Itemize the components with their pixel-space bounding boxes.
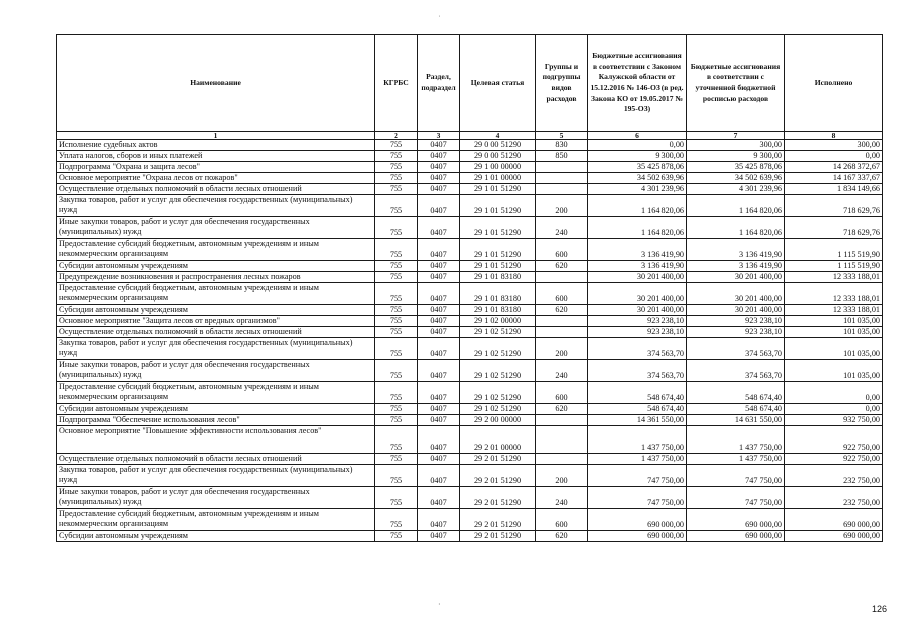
cell-target: 29 0 00 51290 <box>460 140 536 151</box>
cell-name: Закупка товаров, работ и услуг для обеспечения государственных (муниципальных) нужд <box>57 195 375 217</box>
table-row <box>57 426 883 454</box>
cell-section: 0407 <box>418 338 460 360</box>
cell-target: 29 1 02 51290 <box>460 404 536 415</box>
cell-executed: 0,00 <box>785 382 883 404</box>
cell-section: 0407 <box>418 173 460 184</box>
cell-section: 0407 <box>418 272 460 283</box>
table-row <box>57 415 883 426</box>
cell-refined: 1 164 820,06 <box>687 217 785 239</box>
cell-kgrbs: 755 <box>375 454 418 465</box>
cell-group: 600 <box>536 283 588 305</box>
column-number: 6 <box>588 132 687 140</box>
cell-executed: 300,00 <box>785 140 883 151</box>
cell-refined: 14 631 550,00 <box>687 415 785 426</box>
cell-section: 0407 <box>418 382 460 404</box>
cell-kgrbs: 755 <box>375 162 418 173</box>
cell-group <box>536 316 588 327</box>
cell-refined: 9 300,00 <box>687 151 785 162</box>
cell-section: 0407 <box>418 184 460 195</box>
cell-law: 30 201 400,00 <box>588 283 687 305</box>
cell-executed: 1 115 519,90 <box>785 239 883 261</box>
cell-kgrbs: 755 <box>375 465 418 487</box>
cell-kgrbs: 755 <box>375 360 418 382</box>
cell-group: 600 <box>536 509 588 531</box>
cell-kgrbs: 755 <box>375 327 418 338</box>
table-row <box>57 454 883 465</box>
cell-group: 200 <box>536 465 588 487</box>
cell-refined: 374 563,70 <box>687 338 785 360</box>
cell-law: 3 136 419,90 <box>588 261 687 272</box>
cell-kgrbs: 755 <box>375 338 418 360</box>
cell-target: 29 2 01 51290 <box>460 465 536 487</box>
cell-kgrbs: 755 <box>375 272 418 283</box>
cell-executed: 12 333 188,01 <box>785 305 883 316</box>
cell-law: 1 437 750,00 <box>588 454 687 465</box>
cell-target: 29 1 02 51290 <box>460 360 536 382</box>
cell-group: 620 <box>536 305 588 316</box>
cell-executed: 690 000,00 <box>785 531 883 542</box>
cell-executed: 0,00 <box>785 151 883 162</box>
cell-group: 850 <box>536 151 588 162</box>
cell-target: 29 2 01 00000 <box>460 426 536 454</box>
cell-section: 0407 <box>418 261 460 272</box>
cell-kgrbs: 755 <box>375 184 418 195</box>
cell-executed: 101 035,00 <box>785 338 883 360</box>
cell-target: 29 2 01 51290 <box>460 454 536 465</box>
cell-target: 29 2 01 51290 <box>460 509 536 531</box>
cell-target: 29 1 01 83180 <box>460 272 536 283</box>
cell-executed: 0,00 <box>785 404 883 415</box>
cell-law: 0,00 <box>588 140 687 151</box>
cell-executed: 12 333 188,01 <box>785 283 883 305</box>
cell-group: 200 <box>536 338 588 360</box>
cell-group <box>536 426 588 454</box>
cell-name: Предоставление субсидий бюджетным, автономным учреждениям и иным некоммерческим организациям <box>57 239 375 261</box>
cell-executed: 718 629,76 <box>785 217 883 239</box>
cell-executed: 12 333 188,01 <box>785 272 883 283</box>
cell-target: 29 2 01 51290 <box>460 531 536 542</box>
cell-name: Уплата налогов, сборов и иных платежей <box>57 151 375 162</box>
cell-name: Иные закупки товаров, работ и услуг для обеспечения государственных (муниципальных) нужд <box>57 217 375 239</box>
cell-refined: 3 136 419,90 <box>687 239 785 261</box>
cell-refined: 548 674,40 <box>687 382 785 404</box>
cell-name: Субсидии автономным учреждениям <box>57 404 375 415</box>
header-section: Раздел, подраздел <box>418 35 460 132</box>
cell-executed: 922 750,00 <box>785 454 883 465</box>
cell-name: Иные закупки товаров, работ и услуг для обеспечения государственных (муниципальных) нужд <box>57 360 375 382</box>
cell-group: 830 <box>536 140 588 151</box>
cell-name: Осуществление отдельных полномочий в области лесных отношений <box>57 184 375 195</box>
cell-law: 1 164 820,06 <box>588 217 687 239</box>
cell-refined: 747 750,00 <box>687 465 785 487</box>
cell-name: Иные закупки товаров, работ и услуг для обеспечения государственных (муниципальных) нужд <box>57 487 375 509</box>
cell-law: 923 238,10 <box>588 327 687 338</box>
table-row <box>57 509 883 531</box>
header-target: Целевая статья <box>460 35 536 132</box>
cell-executed: 101 035,00 <box>785 327 883 338</box>
table-row <box>57 162 883 173</box>
header-name: Наименование <box>57 35 375 132</box>
cell-kgrbs: 755 <box>375 316 418 327</box>
cell-section: 0407 <box>418 195 460 217</box>
cell-group <box>536 327 588 338</box>
cell-section: 0407 <box>418 531 460 542</box>
cell-law: 923 238,10 <box>588 316 687 327</box>
table-row <box>57 465 883 487</box>
budget-table <box>56 34 883 542</box>
cell-name: Подпрограмма "Обеспечение использования лесов" <box>57 415 375 426</box>
column-number: 8 <box>785 132 883 140</box>
cell-law: 14 361 550,00 <box>588 415 687 426</box>
table-row <box>57 184 883 195</box>
table-row <box>57 217 883 239</box>
cell-section: 0407 <box>418 305 460 316</box>
cell-kgrbs: 755 <box>375 305 418 316</box>
cell-group: 240 <box>536 360 588 382</box>
cell-section: 0407 <box>418 283 460 305</box>
cell-refined: 30 201 400,00 <box>687 272 785 283</box>
cell-name: Исполнение судебных актов <box>57 140 375 151</box>
cell-kgrbs: 755 <box>375 261 418 272</box>
cell-name: Субсидии автономным учреждениям <box>57 531 375 542</box>
cell-target: 29 1 01 51290 <box>460 184 536 195</box>
scan-speck: · <box>438 600 441 609</box>
cell-section: 0407 <box>418 316 460 327</box>
cell-group <box>536 272 588 283</box>
cell-target: 29 2 01 51290 <box>460 487 536 509</box>
cell-refined: 4 301 239,96 <box>687 184 785 195</box>
table-row <box>57 531 883 542</box>
cell-name: Предоставление субсидий бюджетным, автономным учреждениям и иным некоммерческим организациям <box>57 283 375 305</box>
table-row <box>57 404 883 415</box>
column-number: 2 <box>375 132 418 140</box>
table-row <box>57 316 883 327</box>
column-number: 7 <box>687 132 785 140</box>
cell-kgrbs: 755 <box>375 426 418 454</box>
cell-law: 3 136 419,90 <box>588 239 687 261</box>
cell-law: 690 000,00 <box>588 509 687 531</box>
cell-kgrbs: 755 <box>375 487 418 509</box>
cell-group <box>536 415 588 426</box>
cell-kgrbs: 755 <box>375 531 418 542</box>
cell-refined: 1 164 820,06 <box>687 195 785 217</box>
page-number: 126 <box>871 604 887 614</box>
cell-name: Осуществление отдельных полномочий в области лесных отношений <box>57 454 375 465</box>
cell-target: 29 1 01 00000 <box>460 173 536 184</box>
cell-kgrbs: 755 <box>375 404 418 415</box>
table-row <box>57 338 883 360</box>
cell-kgrbs: 755 <box>375 509 418 531</box>
cell-executed: 922 750,00 <box>785 426 883 454</box>
cell-target: 29 1 01 51290 <box>460 261 536 272</box>
cell-law: 1 164 820,06 <box>588 195 687 217</box>
cell-group: 200 <box>536 195 588 217</box>
cell-section: 0407 <box>418 327 460 338</box>
column-numbers-row <box>57 132 883 140</box>
cell-target: 29 2 00 00000 <box>460 415 536 426</box>
cell-section: 0407 <box>418 454 460 465</box>
cell-executed: 101 035,00 <box>785 316 883 327</box>
table-row <box>57 360 883 382</box>
cell-target: 29 1 00 00000 <box>460 162 536 173</box>
cell-group: 600 <box>536 239 588 261</box>
cell-law: 30 201 400,00 <box>588 305 687 316</box>
scan-speck: ˙ <box>438 14 441 23</box>
cell-refined: 300,00 <box>687 140 785 151</box>
cell-law: 1 437 750,00 <box>588 426 687 454</box>
cell-refined: 923 238,10 <box>687 327 785 338</box>
cell-target: 29 1 01 51290 <box>460 195 536 217</box>
cell-executed: 1 115 519,90 <box>785 261 883 272</box>
cell-kgrbs: 755 <box>375 382 418 404</box>
budget-sheet <box>56 34 882 542</box>
cell-target: 29 0 00 51290 <box>460 151 536 162</box>
cell-law: 9 300,00 <box>588 151 687 162</box>
cell-section: 0407 <box>418 509 460 531</box>
cell-section: 0407 <box>418 415 460 426</box>
cell-group: 240 <box>536 217 588 239</box>
table-row <box>57 305 883 316</box>
cell-group: 620 <box>536 404 588 415</box>
column-number: 4 <box>460 132 536 140</box>
cell-group <box>536 454 588 465</box>
cell-law: 30 201 400,00 <box>588 272 687 283</box>
table-row <box>57 261 883 272</box>
table-row <box>57 173 883 184</box>
cell-target: 29 1 02 00000 <box>460 316 536 327</box>
column-number: 3 <box>418 132 460 140</box>
column-number: 5 <box>536 132 588 140</box>
cell-target: 29 1 01 83180 <box>460 283 536 305</box>
table-row <box>57 195 883 217</box>
header-group: Группы и подгруппы видов расходов <box>536 35 588 132</box>
cell-law: 34 502 639,96 <box>588 173 687 184</box>
cell-target: 29 1 01 51290 <box>460 217 536 239</box>
cell-kgrbs: 755 <box>375 151 418 162</box>
cell-section: 0407 <box>418 465 460 487</box>
cell-name: Предоставление субсидий бюджетным, автономным учреждениям и иным некоммерческим организациям <box>57 382 375 404</box>
cell-law: 374 563,70 <box>588 360 687 382</box>
cell-section: 0407 <box>418 140 460 151</box>
cell-executed: 1 834 149,66 <box>785 184 883 195</box>
header-law: Бюджетные ассигнования в соответствии с Законом Калужской области от 15.12.2016 № 146-ОЗ (в ред. Закона КО от 19.05.2017 № 195-ОЗ) <box>588 35 687 132</box>
cell-refined: 374 563,70 <box>687 360 785 382</box>
cell-section: 0407 <box>418 487 460 509</box>
cell-name: Закупка товаров, работ и услуг для обеспечения государственных (муниципальных) нужд <box>57 338 375 360</box>
cell-executed: 690 000,00 <box>785 509 883 531</box>
table-row <box>57 382 883 404</box>
cell-refined: 30 201 400,00 <box>687 305 785 316</box>
cell-name: Основное мероприятие "Повышение эффективности использования лесов" <box>57 426 375 454</box>
table-header <box>57 35 883 140</box>
cell-law: 35 425 878,06 <box>588 162 687 173</box>
cell-refined: 3 136 419,90 <box>687 261 785 272</box>
cell-law: 374 563,70 <box>588 338 687 360</box>
cell-section: 0407 <box>418 217 460 239</box>
cell-law: 747 750,00 <box>588 465 687 487</box>
cell-refined: 30 201 400,00 <box>687 283 785 305</box>
cell-law: 4 301 239,96 <box>588 184 687 195</box>
cell-section: 0407 <box>418 151 460 162</box>
table-row <box>57 272 883 283</box>
cell-section: 0407 <box>418 162 460 173</box>
table-row <box>57 151 883 162</box>
table-body <box>57 140 883 542</box>
table-row <box>57 140 883 151</box>
cell-name: Субсидии автономным учреждениям <box>57 261 375 272</box>
cell-kgrbs: 755 <box>375 140 418 151</box>
cell-refined: 548 674,40 <box>687 404 785 415</box>
cell-law: 747 750,00 <box>588 487 687 509</box>
cell-refined: 1 437 750,00 <box>687 426 785 454</box>
cell-executed: 718 629,76 <box>785 195 883 217</box>
cell-group: 620 <box>536 261 588 272</box>
cell-group: 240 <box>536 487 588 509</box>
cell-kgrbs: 755 <box>375 195 418 217</box>
cell-refined: 35 425 878,06 <box>687 162 785 173</box>
cell-section: 0407 <box>418 404 460 415</box>
cell-kgrbs: 755 <box>375 173 418 184</box>
cell-section: 0407 <box>418 360 460 382</box>
cell-group <box>536 173 588 184</box>
cell-target: 29 1 01 83180 <box>460 305 536 316</box>
header-executed: Исполнено <box>785 35 883 132</box>
cell-refined: 923 238,10 <box>687 316 785 327</box>
cell-refined: 690 000,00 <box>687 531 785 542</box>
cell-law: 548 674,40 <box>588 382 687 404</box>
cell-section: 0407 <box>418 426 460 454</box>
cell-kgrbs: 755 <box>375 217 418 239</box>
cell-name: Субсидии автономным учреждениям <box>57 305 375 316</box>
cell-executed: 14 268 372,67 <box>785 162 883 173</box>
cell-executed: 101 035,00 <box>785 360 883 382</box>
cell-executed: 14 167 337,67 <box>785 173 883 184</box>
cell-name: Подпрограмма "Охрана и защита лесов" <box>57 162 375 173</box>
cell-name: Закупка товаров, работ и услуг для обеспечения государственных (муниципальных) нужд <box>57 465 375 487</box>
cell-name: Осуществление отдельных полномочий в области лесных отношений <box>57 327 375 338</box>
cell-target: 29 1 02 51290 <box>460 382 536 404</box>
cell-name: Основное мероприятие "Защита лесов от вредных организмов" <box>57 316 375 327</box>
cell-refined: 1 437 750,00 <box>687 454 785 465</box>
cell-law: 690 000,00 <box>588 531 687 542</box>
cell-refined: 34 502 639,96 <box>687 173 785 184</box>
cell-section: 0407 <box>418 239 460 261</box>
cell-group <box>536 184 588 195</box>
cell-group <box>536 162 588 173</box>
cell-target: 29 1 02 51290 <box>460 327 536 338</box>
cell-group: 620 <box>536 531 588 542</box>
cell-name: Предупреждение возникновения и распространения лесных пожаров <box>57 272 375 283</box>
cell-name: Основное мероприятие "Охрана лесов от пожаров" <box>57 173 375 184</box>
cell-group: 600 <box>536 382 588 404</box>
cell-kgrbs: 755 <box>375 239 418 261</box>
cell-kgrbs: 755 <box>375 415 418 426</box>
column-number: 1 <box>57 132 375 140</box>
table-row <box>57 239 883 261</box>
cell-executed: 232 750,00 <box>785 487 883 509</box>
header-refined: Бюджетные ассигнования в соответствии с уточненной бюджетной росписью расходов <box>687 35 785 132</box>
cell-kgrbs: 755 <box>375 283 418 305</box>
cell-target: 29 1 02 51290 <box>460 338 536 360</box>
cell-target: 29 1 01 51290 <box>460 239 536 261</box>
cell-executed: 932 750,00 <box>785 415 883 426</box>
table-row <box>57 487 883 509</box>
cell-refined: 747 750,00 <box>687 487 785 509</box>
table-row <box>57 327 883 338</box>
cell-executed: 232 750,00 <box>785 465 883 487</box>
header-kgrbs: КГРБС <box>375 35 418 132</box>
table-row <box>57 283 883 305</box>
cell-name: Предоставление субсидий бюджетным, автономным учреждениям и иным некоммерческим организациям <box>57 509 375 531</box>
cell-law: 548 674,40 <box>588 404 687 415</box>
cell-refined: 690 000,00 <box>687 509 785 531</box>
